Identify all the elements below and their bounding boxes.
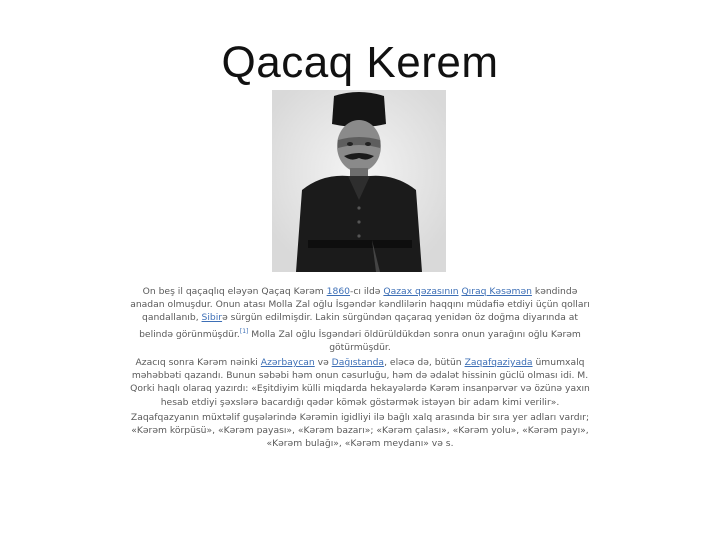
hyperlink[interactable]: Azərbaycan [260, 357, 315, 369]
hyperlink[interactable]: Qazax qəzasının [383, 286, 459, 297]
body-paragraph [130, 285, 590, 354]
hyperlink[interactable]: Zaqafqaziyada [464, 357, 533, 369]
hyperlink[interactable]: 1860 [326, 286, 351, 297]
text-run: On beş il qaçaqlıq eləyən Qaçaq Kərəm [142, 286, 327, 297]
portrait-photo [272, 90, 446, 272]
text-run: Zaqafqazyanın müxtəlif guşələrində Kərəmin igidliyi ilə bağlı xalq arasında bir sıra yer adları vardır; «Kərəm körpüsü», «Kərəm payası», «Kərəm bazarı»; «Kərəm çalası», «Kərəm yolu», «Kərəm payı», «Kərəm bulağı», «Kərəm meydanı» və s. [130, 411, 590, 450]
hyperlink[interactable]: Dağıstanda [331, 357, 385, 369]
text-run: , eləcə də, bütün [384, 357, 465, 369]
text-run: kəndində anadan olmuşdur. Onun atası Molla Zal oğlu İsgəndər kəndlilərin haqqını müdafiə etdiyi üçün qolları qandallanıb, [130, 286, 590, 324]
hyperlink[interactable]: Sibir [201, 312, 223, 324]
portrait-illustration [272, 90, 446, 272]
text-run: və [314, 357, 332, 369]
text-run: ümumxalq məhəbbəti qazandı. Bunun səbəbi həm onun cəsurluğu, həm də ədalət hissinin güclü olması idi. M. Qorki haqlı olaraq yazırdı: «Eşitdiyim külli miqdarda hekayələrdə Kərəm insanpərvər və özünə yaxın hesab etdiyi şəxslərə bacardığı qədər kömək göstərmək istəyən bir adam kimi verilir». [130, 357, 590, 408]
body-text [130, 285, 590, 453]
slide-title: Qacaq Kerem [221, 38, 499, 87]
text-run: ə sürgün edilmişdir. Lakin sürgündən qaçaraq yenidən öz doğma diyarında at belində görünmüşdür. [139, 312, 578, 340]
body-paragraph [130, 411, 590, 451]
text-run: Molla Zal oğlu İsgəndəri öldürüldükdən sonra onun yarağını oğlu Kərəm götürmüşdür. [248, 328, 581, 353]
footnote-reference[interactable]: [1] [239, 327, 249, 335]
body-paragraph [130, 356, 590, 409]
text-run: -cı ildə [350, 286, 384, 297]
text-run: Azacıq sonra Kərəm nəinki [135, 357, 261, 369]
hyperlink[interactable]: Qıraq Kəsəmən [461, 286, 532, 297]
